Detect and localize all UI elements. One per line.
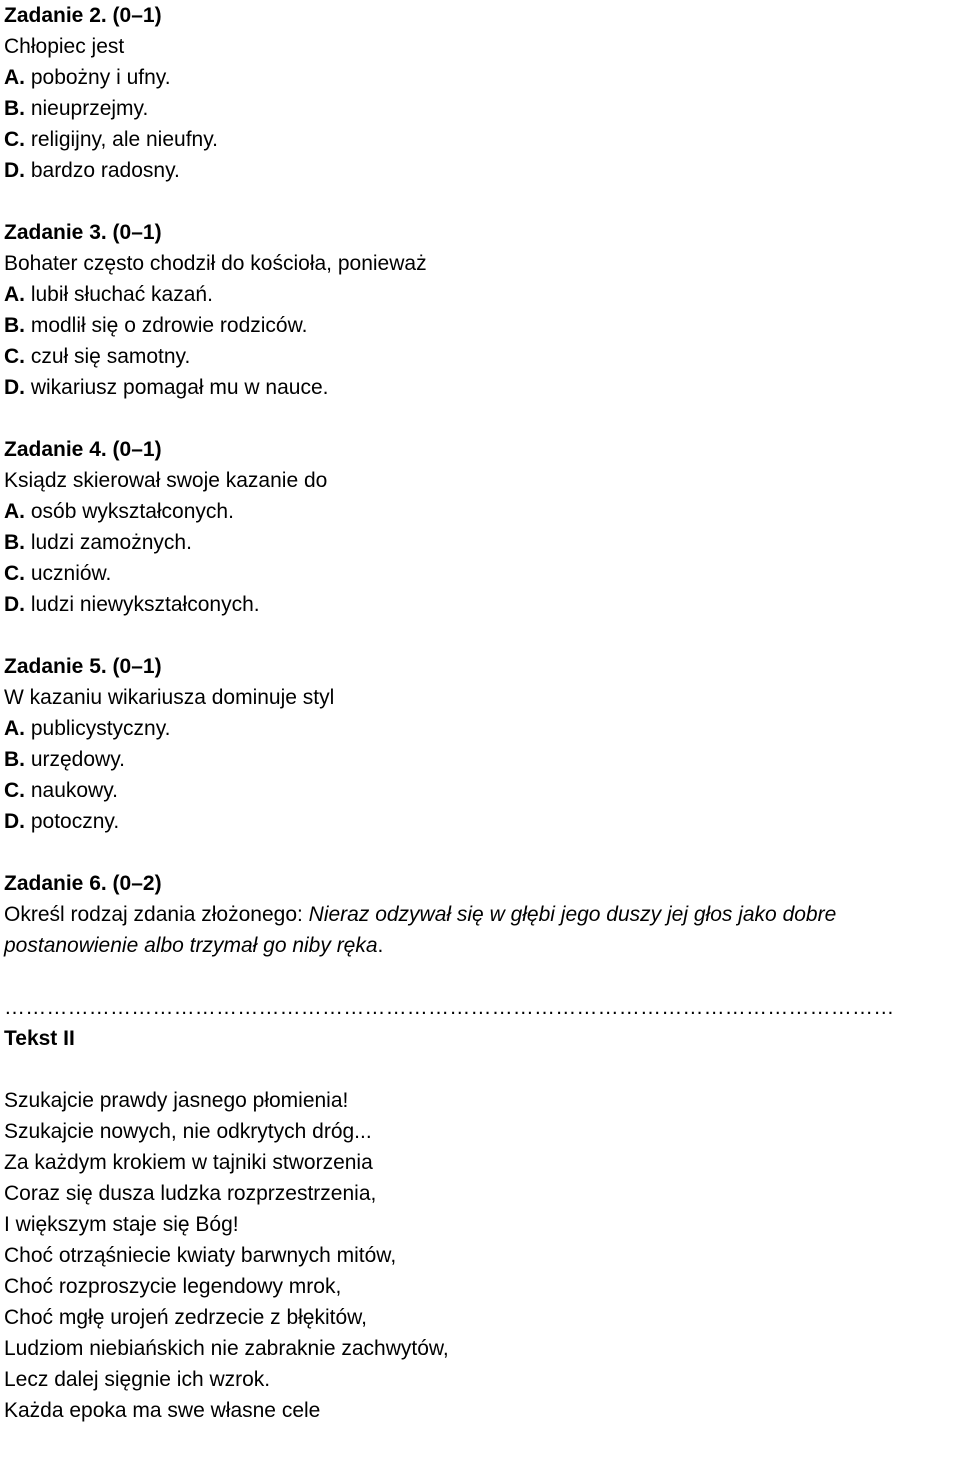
option-text: wikariusz pomagał mu w nauce. [25, 376, 329, 399]
option-text: naukowy. [25, 779, 118, 802]
poem-line: Choć otrząśniecie kwiaty barwnych mitów, [4, 1244, 397, 1267]
option-text: bardzo radosny. [25, 159, 180, 182]
option-text: modlił się o zdrowie rodziców. [25, 314, 308, 337]
task5-option-b [4, 744, 954, 775]
poem-line: Coraz się dusza ludzka rozprzestrzenia, [4, 1182, 377, 1205]
task6-sentence-line2 [4, 930, 954, 961]
task2-option-a [4, 62, 954, 93]
poem-line: Choć mgłę urojeń zedrzecie z błękitów, [4, 1306, 368, 1329]
poem-line: Ludziom niebiańskich nie zabraknie zachwytów, [4, 1337, 449, 1360]
poem [4, 1085, 954, 1426]
document-page [4, 0, 954, 1426]
option-letter: D. [4, 810, 25, 833]
task4-option-a [4, 496, 954, 527]
option-letter: C. [4, 562, 25, 585]
poem-line: Szukajcie nowych, nie odkrytych dróg... [4, 1120, 372, 1143]
option-text: religijny, ale nieufny. [25, 128, 218, 151]
spacer [4, 1054, 954, 1085]
task6-sentence-part2: postanowienie albo trzymał go niby ręka [4, 934, 378, 957]
option-letter: C. [4, 128, 25, 151]
text2-heading: Tekst II [4, 1027, 75, 1050]
task2-option-c [4, 124, 954, 155]
option-letter: D. [4, 376, 25, 399]
task5-option-d [4, 806, 954, 837]
poem-line: Choć rozproszycie legendowy mrok, [4, 1275, 342, 1298]
spacer [4, 837, 954, 868]
answer-line: ……………………………………………………………………………………………………………… [4, 996, 895, 1019]
task3-option-d [4, 372, 954, 403]
option-text: ludzi zamożnych. [25, 531, 192, 554]
task4-option-c [4, 558, 954, 589]
option-letter: A. [4, 283, 25, 306]
option-text: publicystyczny. [25, 717, 171, 740]
spacer [4, 620, 954, 651]
option-text: czuł się samotny. [25, 345, 191, 368]
task4-option-d [4, 589, 954, 620]
option-letter: A. [4, 717, 25, 740]
task3-option-b [4, 310, 954, 341]
task2-heading: Zadanie 2. (0–1) [4, 4, 162, 27]
option-text: lubił słuchać kazań. [25, 283, 213, 306]
spacer [4, 186, 954, 217]
task4-option-b [4, 527, 954, 558]
option-letter: B. [4, 748, 25, 771]
task3-option-a [4, 279, 954, 310]
option-text: pobożny i ufny. [25, 66, 171, 89]
poem-line: Lecz dalej sięgnie ich wzrok. [4, 1368, 271, 1391]
poem-line: I większym staje się Bóg! [4, 1213, 239, 1236]
option-text: potoczny. [25, 810, 120, 833]
poem-line: Za każdym krokiem w tajniki stworzenia [4, 1151, 373, 1174]
option-letter: A. [4, 500, 25, 523]
task4-heading: Zadanie 4. (0–1) [4, 438, 162, 461]
task6-heading: Zadanie 6. (0–2) [4, 872, 162, 895]
option-letter: C. [4, 345, 25, 368]
task5-option-c [4, 775, 954, 806]
task6-sentence-end: . [377, 934, 384, 957]
option-text: ludzi niewykształconych. [25, 593, 260, 616]
option-letter: D. [4, 593, 25, 616]
option-letter: D. [4, 159, 25, 182]
task5-question: W kazaniu wikariusza dominuje styl [4, 686, 335, 709]
poem-line: Szukajcie prawdy jasnego płomienia! [4, 1089, 349, 1112]
option-letter: C. [4, 779, 25, 802]
task3-option-c [4, 341, 954, 372]
poem-line: Każda epoka ma swe własne cele [4, 1399, 321, 1422]
task6-sentence-part1: Nieraz odzywał się w głębi jego duszy jej głos jako dobre [308, 903, 837, 926]
option-text: urzędowy. [25, 748, 125, 771]
option-letter: A. [4, 66, 25, 89]
option-text: nieuprzejmy. [25, 97, 149, 120]
task3-heading: Zadanie 3. (0–1) [4, 221, 162, 244]
task6-prompt-line [4, 899, 954, 930]
option-text: uczniów. [25, 562, 112, 585]
task2-option-b [4, 93, 954, 124]
task6-prompt: Określ rodzaj zdania złożonego: [4, 903, 309, 926]
task5-option-a [4, 713, 954, 744]
task2-question: Chłopiec jest [4, 35, 125, 58]
task3-question: Bohater często chodził do kościoła, ponieważ [4, 252, 427, 275]
task4-question: Ksiądz skierował swoje kazanie do [4, 469, 328, 492]
option-letter: B. [4, 531, 25, 554]
spacer [4, 403, 954, 434]
option-letter: B. [4, 97, 25, 120]
option-text: osób wykształconych. [25, 500, 234, 523]
option-letter: B. [4, 314, 25, 337]
spacer [4, 961, 954, 992]
task5-heading: Zadanie 5. (0–1) [4, 655, 162, 678]
task2-option-d [4, 155, 954, 186]
